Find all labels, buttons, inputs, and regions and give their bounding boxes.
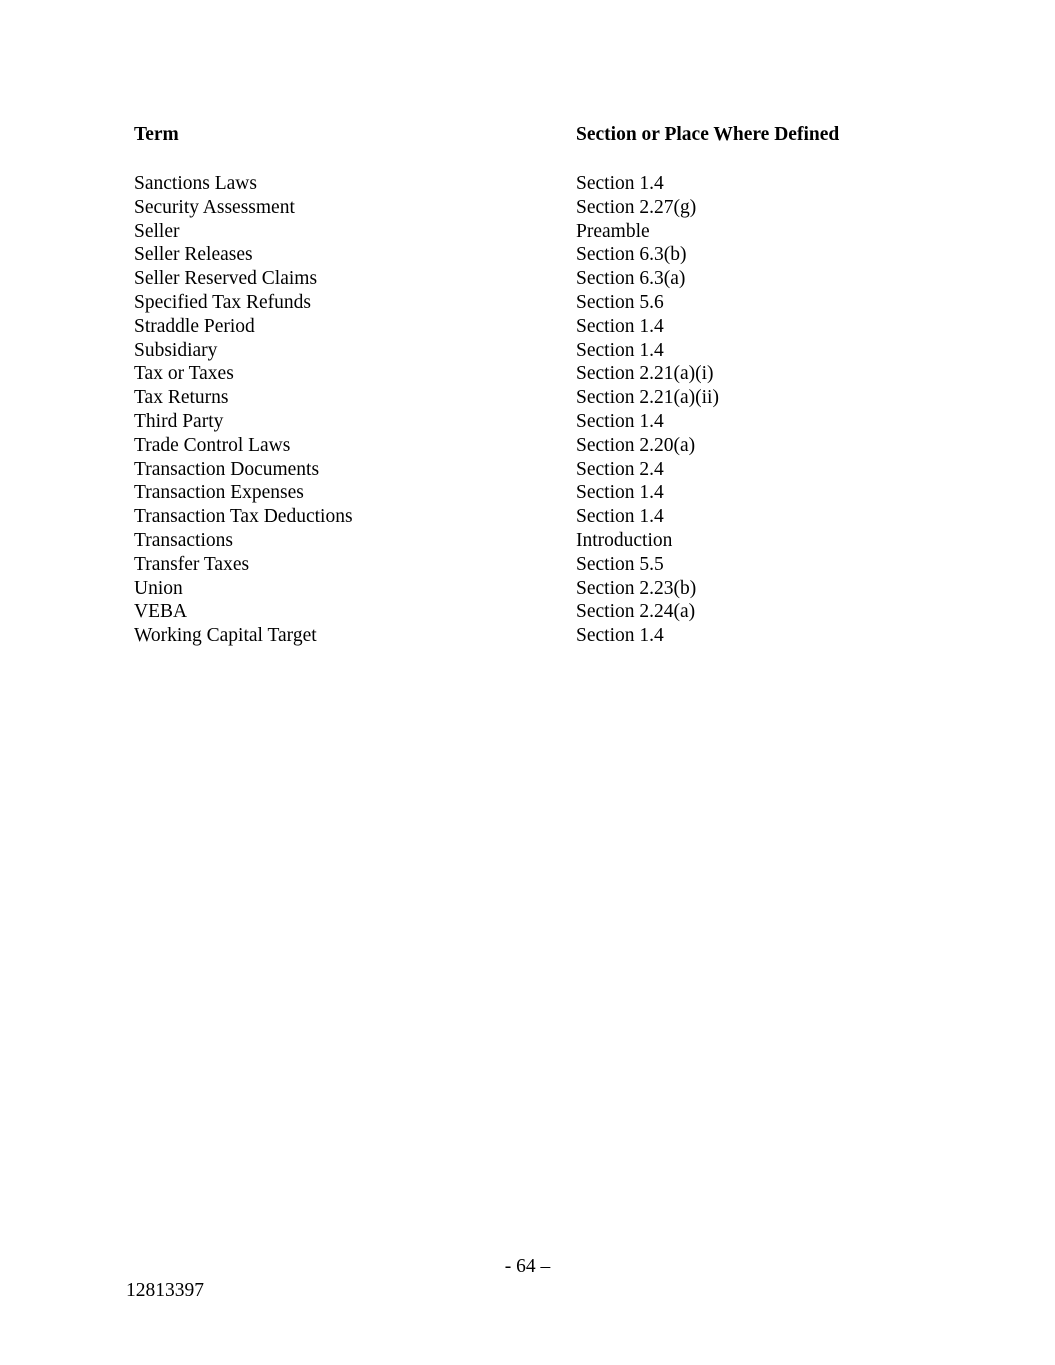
term-text: Transfer Taxes [134, 553, 250, 575]
term-text: Trade Control Laws [134, 434, 291, 456]
section-text: Section 5.6 [576, 291, 664, 313]
document-id: 12813397 [126, 1280, 204, 1301]
section-text: Section 2.27(g) [576, 196, 697, 218]
section-text: Section 2.24(a) [576, 601, 696, 623]
term-text: Transaction Expenses [134, 482, 304, 504]
section-text: Section 1.4 [576, 315, 664, 337]
list-item [134, 386, 934, 410]
term-text: VEBA [134, 601, 188, 623]
section-text: Section 6.3(a) [576, 268, 686, 290]
list-item [134, 267, 934, 291]
list-item [134, 434, 934, 458]
section-text: Preamble [576, 220, 650, 242]
term-text: Transaction Documents [134, 458, 320, 480]
definitions-list [134, 172, 934, 648]
section-text: Section 1.4 [576, 506, 664, 528]
term-text: Third Party [134, 410, 224, 432]
section-column-header: Section or Place Where Defined [576, 124, 840, 145]
section-text: Section 5.5 [576, 553, 664, 575]
term-text: Transactions [134, 529, 233, 551]
list-item [134, 291, 934, 315]
term-text: Seller Releases [134, 244, 253, 266]
term-text: Straddle Period [134, 315, 255, 337]
term-text: Security Assessment [134, 196, 295, 218]
list-item [134, 529, 934, 553]
section-text: Section 2.21(a)(i) [576, 363, 714, 385]
list-item [134, 410, 934, 434]
term-text: Seller Reserved Claims [134, 268, 318, 290]
list-item [134, 458, 934, 482]
list-item [134, 243, 934, 267]
term-text: Union [134, 577, 183, 599]
list-item [134, 362, 934, 386]
term-column-header: Term [134, 124, 179, 145]
list-item [134, 172, 934, 196]
section-text: Section 1.4 [576, 173, 664, 194]
section-text: Introduction [576, 529, 673, 551]
list-item [134, 577, 934, 601]
list-item [134, 553, 934, 577]
section-text: Section 2.23(b) [576, 577, 697, 599]
section-text: Section 6.3(b) [576, 244, 687, 266]
section-text: Section 1.4 [576, 410, 664, 432]
section-text: Section 1.4 [576, 625, 664, 647]
list-item [134, 315, 934, 339]
list-item [134, 196, 934, 220]
list-item [134, 600, 934, 624]
term-text: Sanctions Laws [134, 173, 257, 194]
section-text: Section 1.4 [576, 482, 664, 504]
term-text: Transaction Tax Deductions [134, 506, 353, 528]
list-item [134, 220, 934, 244]
term-text: Tax Returns [134, 387, 229, 409]
section-text: Section 1.4 [576, 339, 664, 361]
section-text: Section 2.4 [576, 458, 664, 480]
term-text: Seller [134, 220, 180, 242]
section-text: Section 2.20(a) [576, 434, 696, 456]
page-number: - 64 – [504, 1256, 551, 1277]
list-item [134, 481, 934, 505]
table-header [134, 124, 934, 150]
section-text: Section 2.21(a)(ii) [576, 387, 719, 409]
list-item [134, 624, 934, 648]
term-text: Working Capital Target [134, 625, 317, 647]
term-text: Tax or Taxes [134, 363, 234, 385]
term-text: Subsidiary [134, 339, 218, 361]
list-item [134, 505, 934, 529]
term-text: Specified Tax Refunds [134, 291, 311, 313]
list-item [134, 339, 934, 363]
